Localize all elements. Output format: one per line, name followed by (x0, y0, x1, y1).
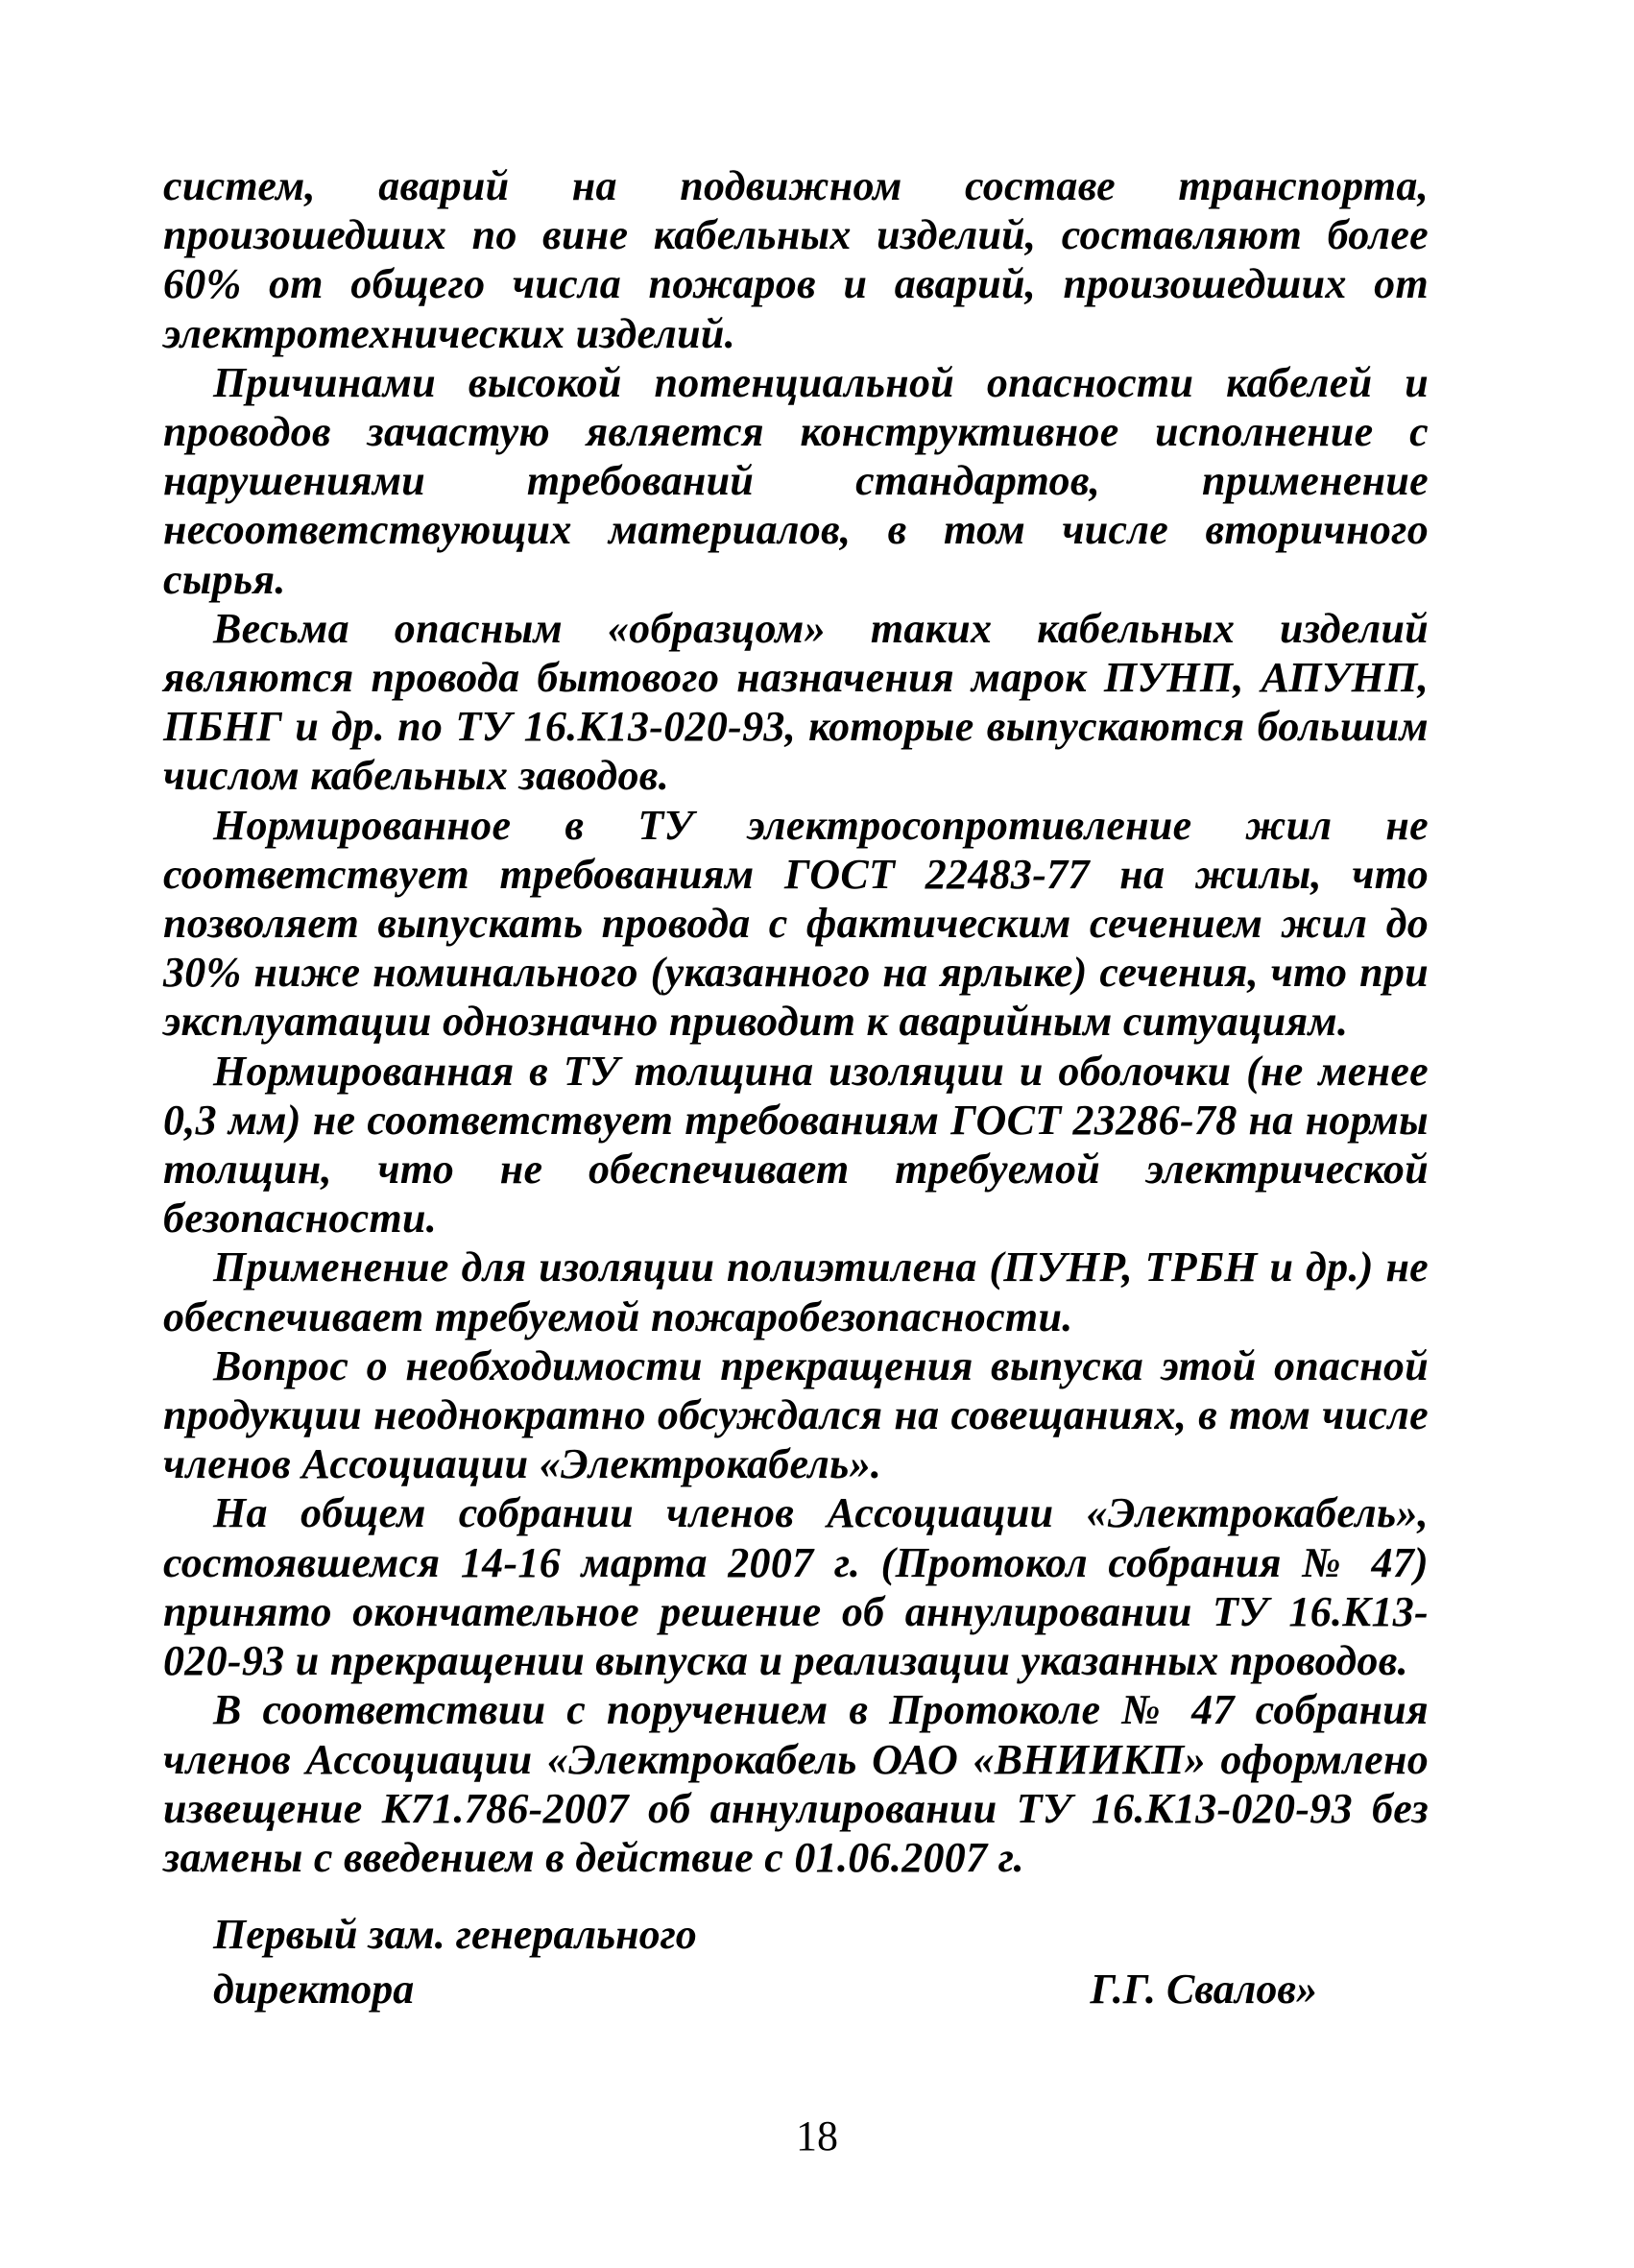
paragraph-resistance: Нормированное в ТУ электросопротивление жил не соответствует требованиям ГОСТ 22483-77 на жилы, что позволяет выпускать провода с фактическим сечением жил до 30% ниже номинального (указанного на ярлыке) сечения, что при эксплуатации однозначно приводит к аварийным ситуациям. (163, 801, 1429, 1046)
paragraph-polyethylene: Применение для изоляции полиэтилена (ПУНР, ТРБН и др.) не обеспечивает требуемой пожаробезопасности. (163, 1243, 1429, 1340)
paragraph-example-wires: Весьма опасным «образцом» таких кабельных изделий являются провода бытового назначения марок ПУНП, АПУНП, ПБНГ и др. по ТУ 16.К13-020-93, которые выпускаются большим числом кабельных заводов. (163, 604, 1429, 800)
signatory-name: Г.Г. Свалов» (1090, 1966, 1317, 2013)
paragraph-notice: В соответствии с поручением в Протоколе № 47 собрания членов Ассоциации «Электрокабель ОАО «ВНИИКП» оформлено извещение К71.786-2007 об аннулировании ТУ 16.К13-020-93 без замены с введением в действие с 01.06.2007 г. (163, 1686, 1429, 1881)
signatory-title-line1: Первый зам. генерального (213, 1911, 697, 1958)
signatory-title-line2: директора (213, 1966, 415, 2013)
body-text (163, 161, 1429, 1882)
page-number: 18 (796, 2112, 838, 2159)
paragraph-continuation: систем, аварий на подвижном составе транспорта, произошедших по вине кабельных изделий, составляют более 60% от общего числа пожаров и аварий, произошедших от электротехнических изделий. (163, 162, 1429, 357)
signature-row (213, 1962, 1317, 2016)
paragraph-discussion: Вопрос о необходимости прекращения выпуска этой опасной продукции неоднократно обсуждался на совещаниях, в том числе членов Ассоциации «Электрокабель». (163, 1341, 1429, 1488)
paragraph-causes: Причинами высокой потенциальной опасности кабелей и проводов зачастую является конструктивное исполнение с нарушениями требований стандартов, применение несоответствующих материалов, в том числе вторичного сырья. (163, 358, 1429, 603)
paragraph-insulation-thickness: Нормированная в ТУ толщина изоляции и оболочки (не менее 0,3 мм) не соответствует требованиям ГОСТ 23286-78 на нормы толщин, что не обеспечивает требуемой электрической безопасности. (163, 1047, 1429, 1243)
paragraph-decision: На общем собрании членов Ассоциации «Электрокабель», состоявшемся 14-16 марта 2007 г. (Протокол собрания № 47) принято окончательное решение об аннулировании ТУ 16.К13-020-93 и прекращении выпуска и реализации указанных проводов. (163, 1489, 1429, 1685)
signature-block (213, 1907, 1317, 2016)
